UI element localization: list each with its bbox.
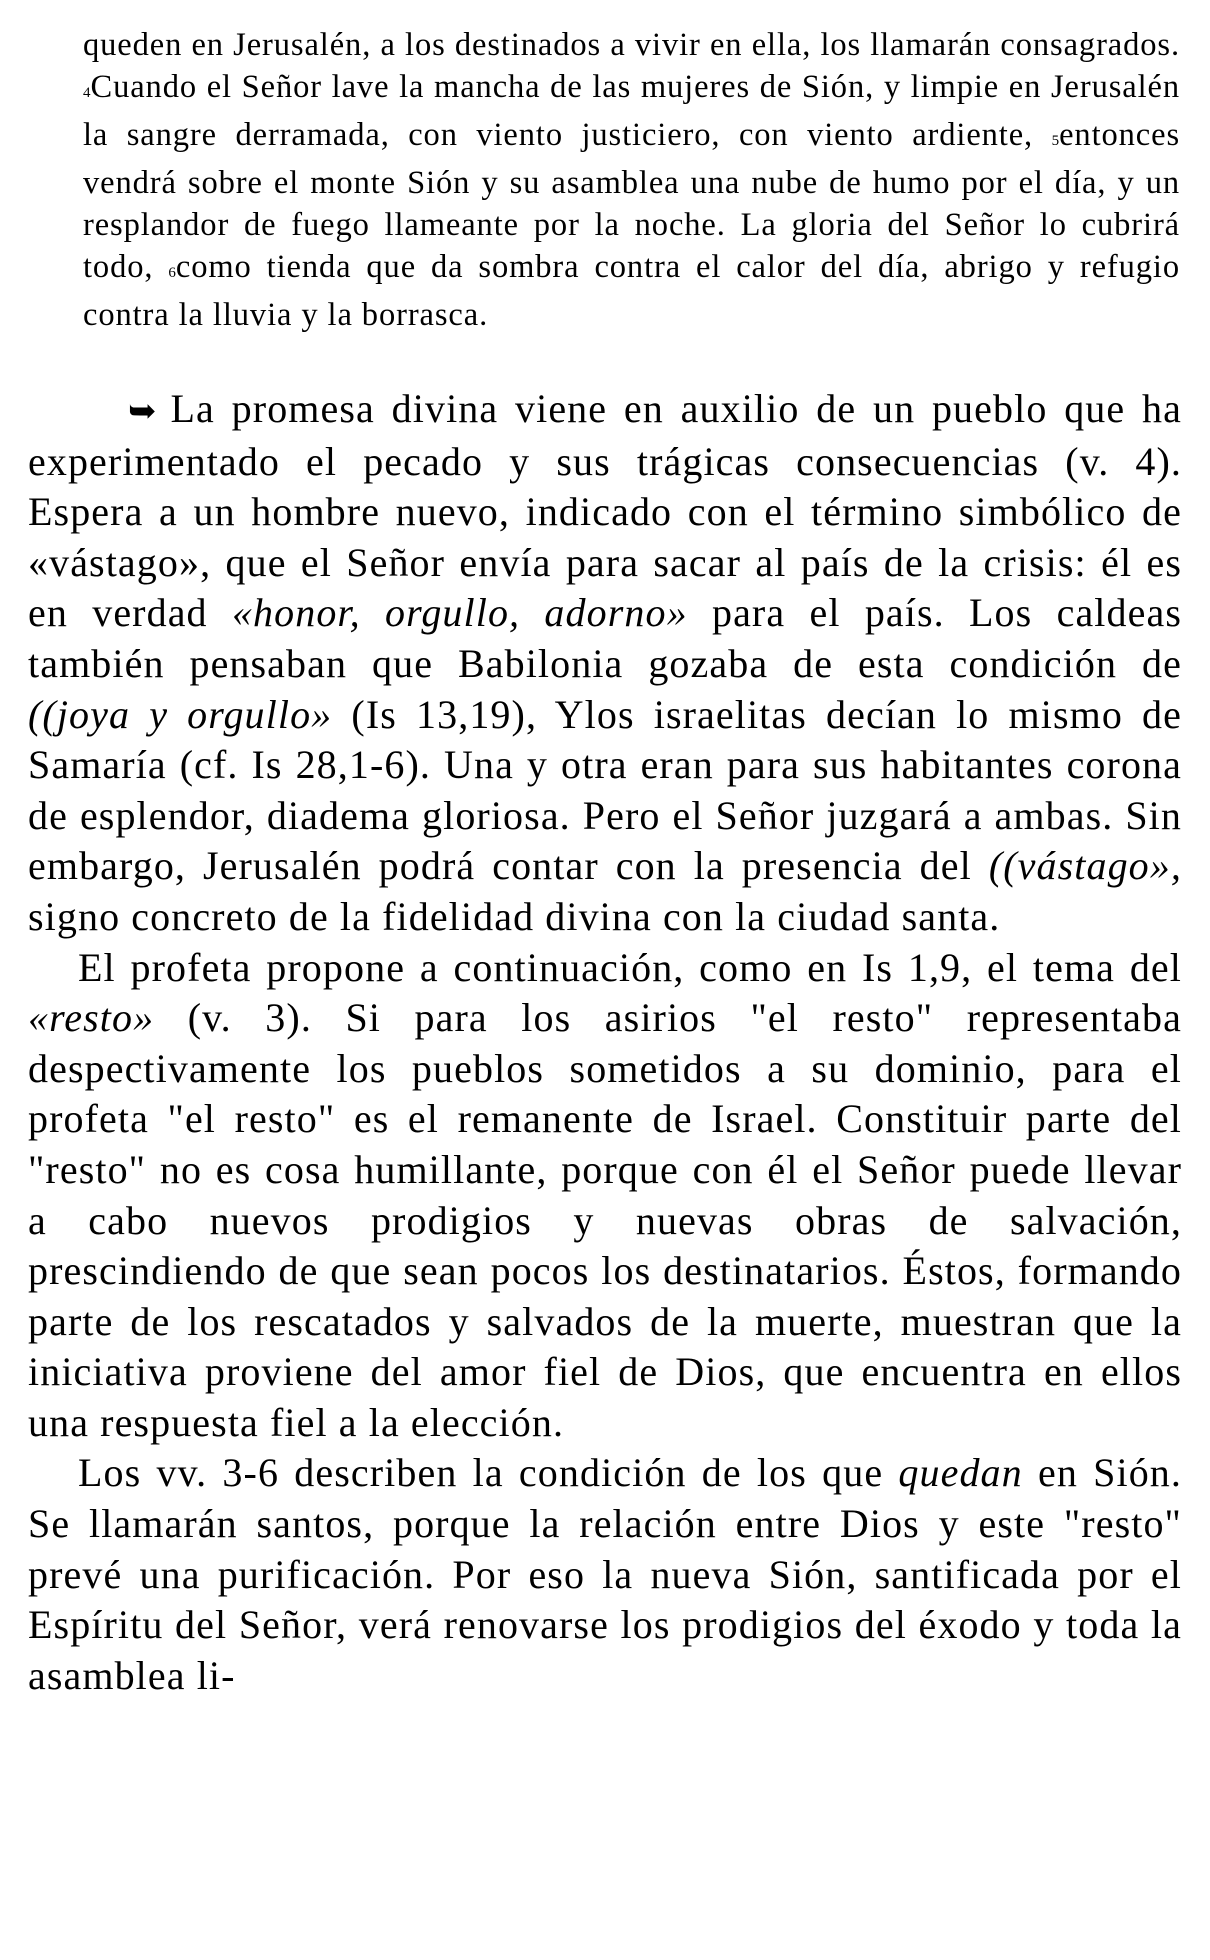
paragraph-text: El profeta propone a continuación, como en Is 1,9, el tema del (78, 944, 1182, 990)
commentary-paragraph-2 (28, 943, 1182, 1449)
commentary-paragraph-3 (28, 1448, 1182, 1701)
quote-text: entonces vendrá sobre el monte Sión y su asamblea una nube de humo por el día, y un resplandor de fuego llameante por la noche. La gloria del Señor lo cubrirá todo, (83, 117, 1180, 285)
italic-phrase: «honor, orgullo, adorno» (231, 590, 688, 636)
paragraph-text: La promesa divina viene en auxilio de un pueblo que ha experimentado el pecado y sus trágicas consecuencias (v. 4). Espera a un hombre nuevo, indicado con el término simbólico de «vástago», que el Señor envía para sacar al país de la crisis: él es en verdad (28, 386, 1182, 636)
commentary-paragraph-1 (28, 384, 1182, 943)
italic-phrase: ((vástago», (988, 843, 1182, 889)
italic-phrase: «resto» (28, 995, 155, 1041)
quote-text: como tienda que da sombra contra el calor del día, abrigo y refugio contra la lluvia y la borrasca. (83, 249, 1180, 333)
paragraph-text: en Sión. Se llamarán santos, porque la relación entre Dios y este "resto" prevé una purificación. Por eso la nueva Sión, santificada por el Espíritu del Señor, verá renovarse los prodigios del éxodo y toda la asamblea li- (28, 1450, 1183, 1698)
verse-number-5: 5 (1051, 133, 1060, 149)
verse-number-6: 6 (168, 265, 176, 281)
scripture-quote (83, 24, 1180, 336)
quote-text: Cuando el Señor lave la mancha de las mujeres de Sión, y limpie en Jerusalén la sangre derramada, con viento justiciero, con viento ardiente, (83, 69, 1180, 153)
paragraph-text: para el país. Los caldeas también pensaban que Babilonia gozaba de esta condición de (28, 590, 1182, 686)
paragraph-text: (v. 3). Si para los asirios "el resto" representaba despectivamente los pueblos sometidos a su dominio, para el profeta "el resto" es el remanente de Israel. Constituir parte del "resto" no es cosa humillante, porque con él el Señor puede llevar a cabo nuevos prodigios y nuevas obras de salvación, prescindiendo de que sean pocos los destinatarios. Éstos, formando parte de los rescatados y salvados de la muerte, muestran que la iniciativa proviene del amor fiel de Dios, que encuentra en ellos una respuesta fiel a la elección. (28, 995, 1182, 1445)
verse-number-4: 4 (83, 85, 91, 101)
italic-phrase: quedan (898, 1450, 1023, 1496)
commentary (28, 384, 1182, 1701)
page (28, 24, 1182, 1701)
paragraph-text: (Is 13,19), Ylos israelitas decían lo mismo de Samaría (cf. Is 28,1-6). Una y otra eran para sus habitantes corona de esplendor, diadema gloriosa. Pero el Señor juzgará a ambas. Sin embargo, Jerusalén podrá contar con la presencia del (28, 691, 1182, 889)
arrow-pointer-icon: ➥ (128, 391, 157, 431)
paragraph-text: Los vv. 3-6 describen la condición de los que (78, 1450, 899, 1496)
quote-text: queden en Jerusalén, a los destinados a vivir en ella, los llamarán consagrados. (83, 27, 1180, 63)
paragraph-text: signo concreto de la fidelidad divina con la ciudad santa. (28, 893, 1001, 939)
italic-phrase: ((joya y orgullo» (28, 691, 333, 737)
